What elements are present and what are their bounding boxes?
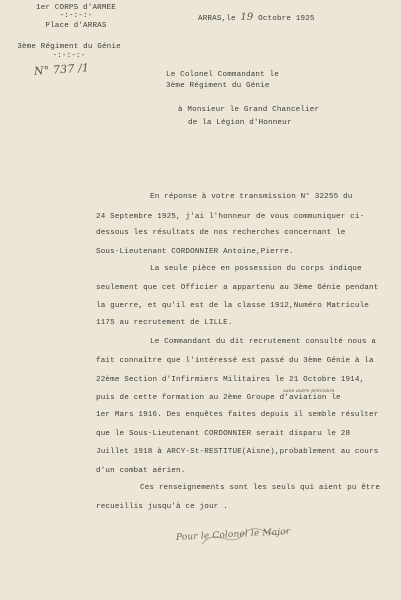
- body-line: recueillis jusqu'à ce jour .: [96, 503, 228, 511]
- body-line: Ces renseignements sont les seuls qui aient pu être: [140, 484, 381, 492]
- body-line: seulement que cet Officier a appartenu au 3ème Génie pendant: [96, 284, 379, 292]
- date-line: [198, 13, 315, 24]
- separator: -:-:-:-: [52, 52, 86, 60]
- unit-corps: 1er CORPS d'ARMEE: [35, 4, 117, 12]
- body-line: la guerre, et qu'il est de la classe 1912,Numéro Matricule: [96, 302, 370, 310]
- signature: Pour le Colonel le Major: [175, 527, 291, 543]
- unit-place: Place d'ARRAS: [45, 22, 107, 30]
- handwritten-annotation: sans autre précision: [283, 388, 335, 394]
- date-month-year: Octobre 1925: [258, 15, 315, 23]
- body-line: Sous-Lieutenant CORDONNIER Antoine,Pierre.: [96, 248, 294, 256]
- body-line: 1er Mars 1916. Des enquêtes faites depuis il semble résulter: [96, 411, 379, 419]
- body-line: Le Commandant du dit recrutement consulté nous a: [150, 338, 376, 346]
- signature-flourish: [196, 520, 296, 560]
- body-line: La seule pièce en possession du corps indique: [150, 265, 362, 273]
- place-date-prefix: ARRAS,le: [198, 15, 236, 23]
- body-line: puis de cette formation au 2ème Groupe d'aviation le: [96, 394, 341, 402]
- body-line: En réponse à votre transmission N° 32255 du: [150, 193, 353, 201]
- date-day: 19: [240, 12, 254, 23]
- sender-line-1: Le Colonel Commandant le: [166, 71, 279, 79]
- recipient-line-1: à Monsieur le Grand Chancelier: [178, 106, 320, 114]
- body-line: 22ème Section d'Infirmiers Militaires le 21 Octobre 1914,: [96, 376, 365, 384]
- separator: -:-:-:-: [59, 12, 93, 20]
- body-line: Juillet 1918 à ARCY-St-RESTITUE(Aisne),probablement au cours: [96, 448, 379, 456]
- body-line: fait connaître que l'intéressé est passé du 3ème Génie à la: [96, 357, 374, 365]
- body-line: d'un combat aérien.: [96, 467, 186, 475]
- body-line: 24 Septembre 1925, j'ai l'honneur de vous communiquer ci-: [96, 213, 365, 221]
- body-line: que le Sous-Lieutenant CORDONNIER serait disparu le 28: [96, 430, 351, 438]
- reference-number: N° 737 /1: [33, 61, 90, 78]
- recipient-line-2: de la Légion d'Honneur: [188, 119, 292, 127]
- body-line: 1175 au recrutement de LILLE.: [96, 319, 233, 327]
- sender-line-2: 3ème Régiment du Génie: [166, 82, 270, 90]
- body-line: dessous les résultats de nos recherches concernant le: [96, 229, 346, 237]
- unit-regiment: 3ème Régiment du Génie: [17, 43, 121, 51]
